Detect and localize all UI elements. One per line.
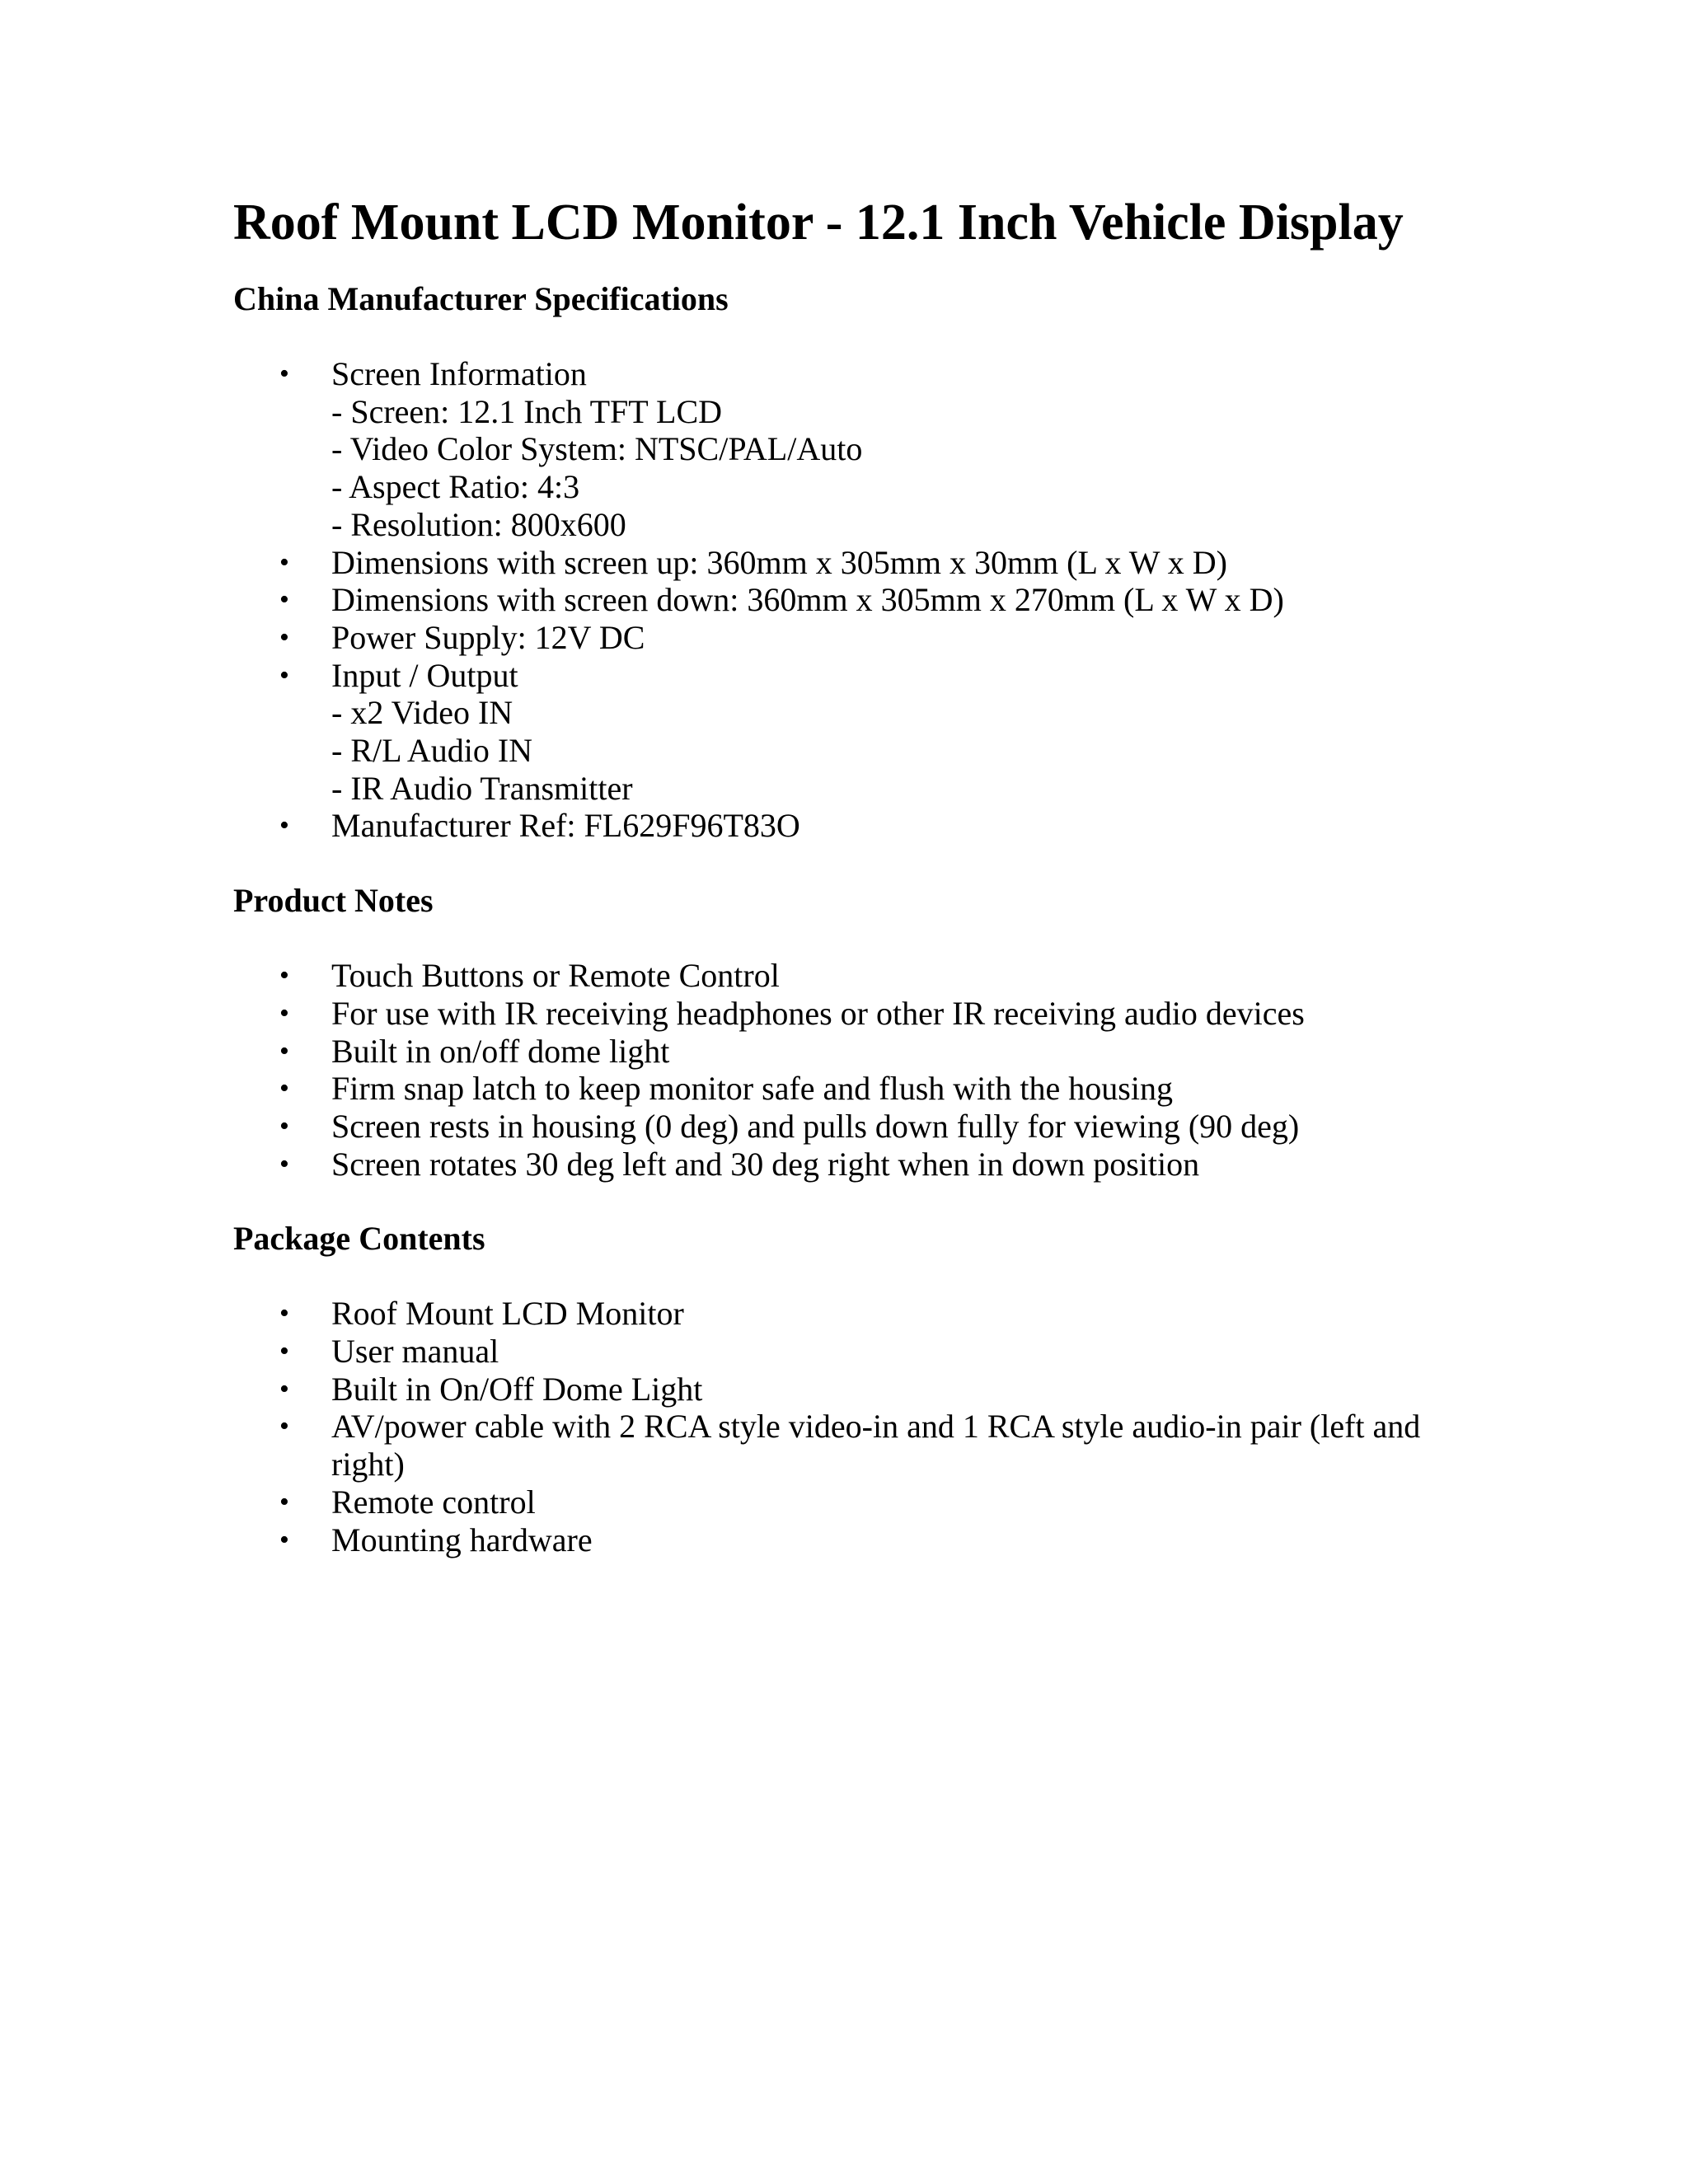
bullet-icon: • — [279, 1073, 289, 1104]
sub-item: - x2 Video IN — [331, 694, 513, 732]
list-item-label: Touch Buttons or Remote Control — [331, 957, 780, 995]
bullet-icon: • — [279, 1336, 289, 1367]
sub-item: - R/L Audio IN — [331, 732, 533, 770]
list-item — [233, 355, 1470, 544]
list-item-label: Firm snap latch to keep monitor safe and flush with the housing — [331, 1070, 1173, 1108]
sub-item: - Resolution: 800x600 — [331, 505, 626, 543]
list-item — [233, 807, 1470, 845]
list-item — [233, 1146, 1470, 1183]
sub-item: - Screen: 12.1 Inch TFT LCD — [331, 392, 723, 430]
list-item-label: User manual — [331, 1333, 499, 1371]
bullet-icon: • — [279, 621, 289, 653]
list-item — [233, 1408, 1470, 1483]
list-item-label: Power Supply: 12V DC — [331, 618, 645, 656]
list-item — [233, 1033, 1470, 1071]
bullet-icon: • — [279, 1035, 289, 1066]
list-item — [233, 1108, 1470, 1146]
section-heading-specifications: China Manufacturer Specifications — [233, 280, 729, 317]
section-heading-product-notes: Product Notes — [233, 882, 434, 920]
list-item — [233, 1483, 1470, 1521]
list-item — [233, 1333, 1470, 1371]
list-item — [233, 1070, 1470, 1108]
sub-item: - Video Color System: NTSC/PAL/Auto — [331, 430, 863, 468]
specifications-list — [233, 355, 1470, 845]
sub-item: - Aspect Ratio: 4:3 — [331, 468, 580, 506]
bullet-icon: • — [279, 1110, 289, 1141]
list-item — [233, 619, 1470, 657]
bullet-icon: • — [279, 359, 289, 389]
page-title: Roof Mount LCD Monitor - 12.1 Inch Vehicle Display — [233, 194, 1404, 251]
section-heading-package-contents: Package Contents — [233, 1220, 485, 1258]
list-item-label: Remote control — [331, 1483, 536, 1521]
list-item — [233, 1295, 1470, 1333]
list-item-label: Screen Information — [331, 355, 587, 392]
package-contents-list — [233, 1295, 1470, 1558]
list-item — [233, 957, 1470, 995]
list-item-label: For use with IR receiving headphones or other IR receiving audio devices — [331, 994, 1305, 1032]
list-item — [233, 657, 1470, 808]
bullet-icon: • — [279, 1524, 289, 1555]
list-item-label: Input / Output — [331, 656, 518, 694]
list-item-label: Manufacturer Ref: FL629F96T83O — [331, 807, 800, 845]
list-item-label: AV/power cable with 2 RCA style video-in and 1 RCA style audio-in pair (left and right) — [331, 1408, 1421, 1483]
list-item-label: Dimensions with screen up: 360mm x 305mm x 30mm (L x W x D) — [331, 543, 1227, 581]
list-item-label: Built in on/off dome light — [331, 1032, 670, 1070]
bullet-icon: • — [279, 810, 289, 841]
list-item — [233, 995, 1470, 1033]
bullet-icon: • — [279, 1411, 289, 1442]
bullet-icon: • — [279, 1148, 289, 1179]
bullet-icon: • — [279, 960, 289, 991]
list-item-label: Built in On/Off Dome Light — [331, 1370, 703, 1408]
list-item — [233, 544, 1470, 582]
list-item-label: Roof Mount LCD Monitor — [331, 1295, 684, 1333]
list-item — [233, 1371, 1470, 1408]
list-item-label: Dimensions with screen down: 360mm x 305mm x 270mm (L x W x D) — [331, 581, 1284, 619]
bullet-icon: • — [279, 584, 289, 616]
list-item — [233, 1521, 1470, 1559]
bullet-icon: • — [279, 546, 289, 578]
bullet-icon: • — [279, 1486, 289, 1517]
list-item-label: Screen rests in housing (0 deg) and pulls down fully for viewing (90 deg) — [331, 1107, 1300, 1145]
list-item-label: Screen rotates 30 deg left and 30 deg right when in down position — [331, 1145, 1200, 1183]
bullet-icon: • — [279, 1298, 289, 1329]
product-notes-list — [233, 957, 1470, 1183]
bullet-icon: • — [279, 997, 289, 1029]
bullet-icon: • — [279, 1373, 289, 1404]
bullet-icon: • — [279, 659, 289, 691]
sub-item: - IR Audio Transmitter — [331, 769, 633, 807]
list-item-label: Mounting hardware — [331, 1521, 593, 1558]
list-item — [233, 581, 1470, 619]
document-page — [233, 191, 1470, 1596]
